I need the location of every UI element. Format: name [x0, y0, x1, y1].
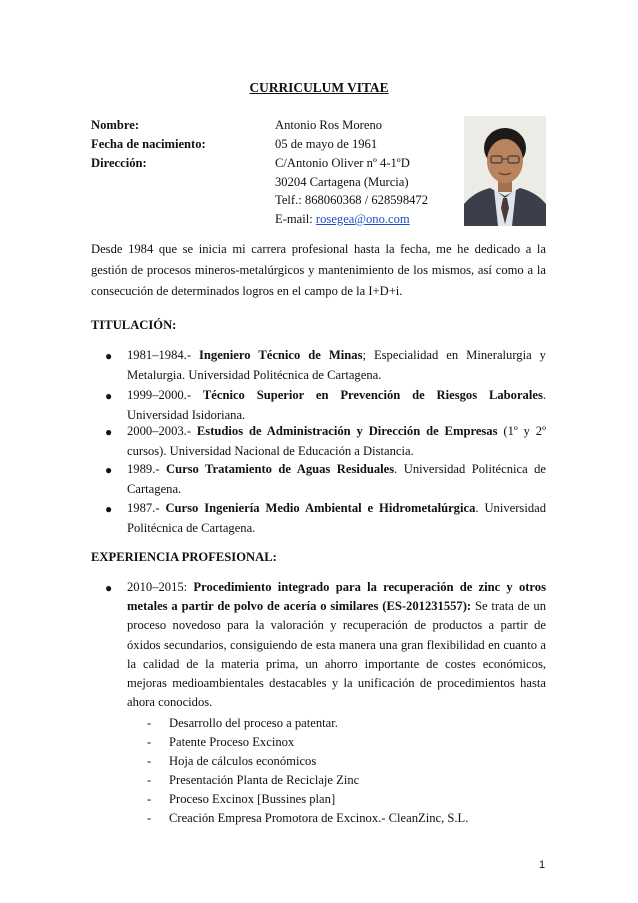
bullet-icon: ● [105, 425, 113, 439]
direccion-label: Dirección: [91, 156, 147, 170]
page-number: 1 [539, 859, 546, 871]
bullet-icon: ● [105, 389, 113, 403]
titulacion-heading: TITULACIÓN: [91, 318, 177, 332]
experiencia-subitem: - Presentación Planta de Reciclaje Zinc [147, 773, 360, 787]
telefono-value: Telf.: 868060368 / 628598472 [275, 193, 429, 207]
titulacion-item: 1989.- Curso Tratamiento de Aguas Residuales. Universidad Politécnica de Cartagena. [127, 462, 546, 496]
fecha-nacimiento-label: Fecha de nacimiento: [91, 137, 206, 151]
email-line [275, 212, 410, 227]
nombre-value: Antonio Ros Moreno [275, 118, 383, 132]
direccion-line-2: 30204 Cartagena (Murcia) [275, 175, 409, 189]
profile-photo [464, 116, 546, 226]
fecha-nacimiento-value: 05 de mayo de 1961 [275, 137, 378, 151]
experiencia-subitem: - Patente Proceso Excinox [147, 735, 295, 749]
nombre-label: Nombre: [91, 118, 140, 132]
titulacion-item: 1981–1984.- Ingeniero Técnico de Minas; Especialidad en Mineralurgia y Metalurgia. Universidad Politécnica de Cartagena. [127, 348, 546, 382]
portrait-image [464, 116, 546, 226]
direccion-line-1: C/Antonio Oliver nº 4-1ºD [275, 156, 410, 170]
email-link[interactable]: rosegea@ono.com [315, 212, 410, 226]
bullet-icon: ● [105, 463, 113, 477]
titulacion-item: 2000–2003.- Estudios de Administración y Dirección de Empresas (1º y 2º cursos). Universidad Nacional de Educación a Distancia. [127, 424, 547, 458]
document-title: CURRICULUM VITAE [249, 80, 389, 95]
email-prefix: E-mail: [275, 212, 316, 226]
experiencia-subitem: - Proceso Excinox [Bussines plan] [147, 792, 336, 806]
experiencia-subitem: - Hoja de cálculos económicos [147, 754, 317, 768]
experiencia-heading: EXPERIENCIA PROFESIONAL: [91, 550, 277, 564]
bullet-icon: ● [105, 502, 113, 516]
titulacion-item: 1999–2000.- Técnico Superior en Prevención de Riesgos Laborales. Universidad Isidoriana. [127, 388, 546, 422]
experiencia-subitem: - Desarrollo del proceso a patentar. [147, 716, 338, 730]
titulacion-item: 1987.- Curso Ingeniería Medio Ambiental e Hidrometalúrgica. Universidad Politécnica de Cartagena. [127, 501, 546, 535]
bullet-icon: ● [105, 349, 113, 363]
summary-paragraph: Desde 1984 que se inicia mi carrera profesional hasta la fecha, me he dedicado a la gestión de procesos mineros-metalúrgicos y mantenimiento de los mismos, así como a la consecución de determinados logros en el campo de la I+D+i. [91, 242, 546, 298]
experiencia-item: 2010–2015: Procedimiento integrado para la recuperación de zinc y otros metales a partir de polvo de acería o similares (ES-201231557): Se trata de un proceso novedoso para la valoración y recuperación de productos a partir de óxidos secundarios, consiguiendo de esta manera una gran flexibilidad en cuanto a la calidad de la materia prima, un ahorro importante de costes económicos, mejoras medioambientales destacables y la unificación de procedimientos hasta ahora conocidos. [127, 580, 546, 710]
experiencia-subitem: - Creación Empresa Promotora de Excinox.- CleanZinc, S.L. [147, 811, 469, 825]
bullet-icon: ● [105, 581, 113, 595]
